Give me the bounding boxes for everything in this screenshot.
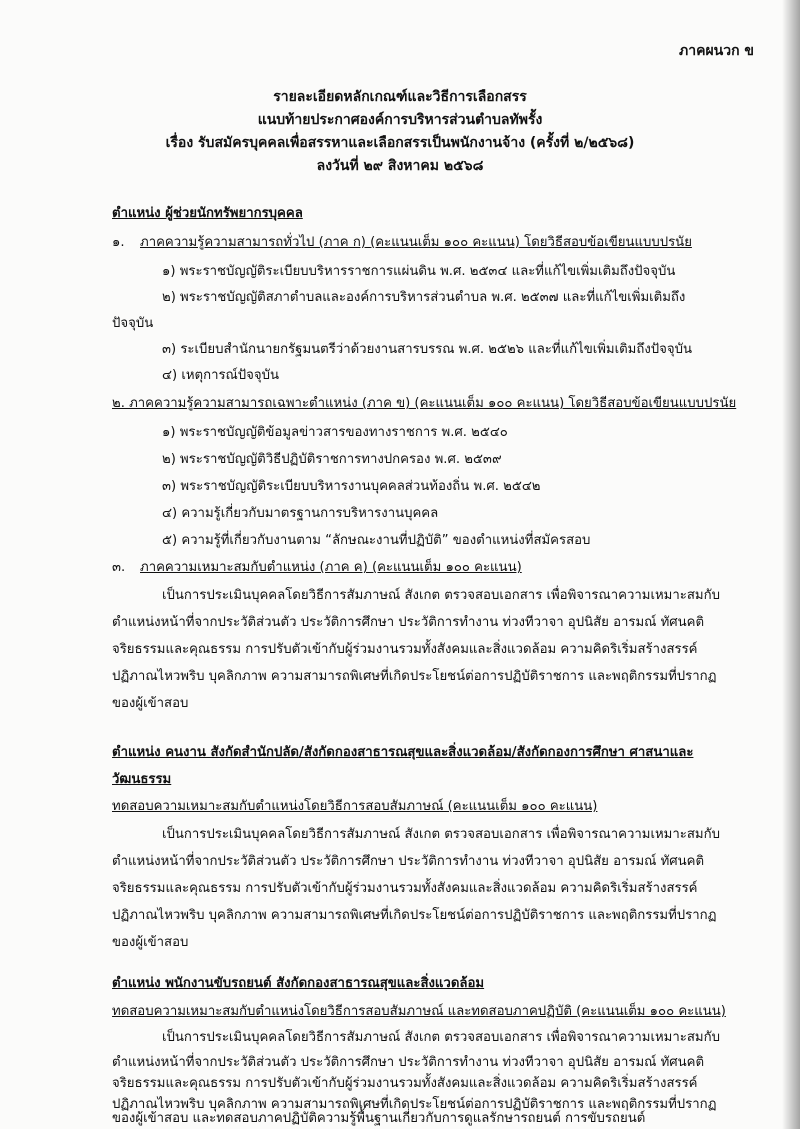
section1-part3-title: ภาคความเหมาะสมกับตำแหน่ง (ภาค ค) (คะแนนเต็ม ๑๐๐ คะแนน) <box>140 560 522 575</box>
section2-paragraph-line: ของผู้เข้าสอบ <box>112 935 189 950</box>
section3-paragraph-line: ของผู้เข้าสอบ และทดสอบภาคปฏิบัติความรู้พื้นฐานเกี่ยวกับการดูแลรักษารถยนต์ การขับรถยนต์ <box>112 1111 646 1126</box>
scan-edge-shadow <box>782 0 800 1129</box>
section1-part3-number: ๓. <box>112 560 126 575</box>
section1-part1-item: ๑) พระราชบัญญัติระเบียบบริหารราชการแผ่นดิน พ.ศ. ๒๕๓๔ และที่แก้ไขเพิ่มเติมถึงปัจจุบัน <box>162 264 676 279</box>
section1-part3-paragraph-line: ปฏิภาณไหวพริบ บุคลิกภาพ ความสามารถพิเศษที่เกิดประโยชน์ต่อการปฏิบัติราชการ และพฤติกรรมที่ปรากฏ <box>112 669 717 684</box>
section1-part1-item-continuation: ปัจจุบัน <box>112 316 154 331</box>
section1-part1-number: ๑. <box>112 235 125 250</box>
section3-paragraph-line: เป็นการประเมินบุคคลโดยวิธีการสัมภาษณ์ สังเกต ตรวจสอบเอกสาร เพื่อพิจารณาความเหมาะสมกับ <box>162 1030 720 1045</box>
section1-part2-item: ๕) ความรู้ที่เกี่ยวกับงานตาม “ลักษณะงานที่ปฏิบัติ” ของตำแหน่งที่สมัครสอบ <box>162 533 591 548</box>
section1-part2-item: ๓) พระราชบัญญัติระเบียบบริหารงานบุคคลส่วนท้องถิ่น พ.ศ. ๒๕๔๒ <box>162 479 541 494</box>
section1-part1-item: ๒) พระราชบัญญัติสภาตำบลและองค์การบริหารส่วนตำบล พ.ศ. ๒๕๓๗ และที่แก้ไขเพิ่มเติมถึง <box>162 290 686 305</box>
section1-part2-title: ๒. ภาคความรู้ความสามารถเฉพาะตำแหน่ง (ภาค ข) (คะแนนเต็ม ๑๐๐ คะแนน) โดยวิธีสอบข้อเขียนแบบปรนัย <box>112 396 737 411</box>
document-header <box>60 86 740 178</box>
section3-test-title: ทดสอบความเหมาะสมกับตำแหน่งโดยวิธีการสอบสัมภาษณ์ และทดสอบภาคปฏิบัติ (คะแนนเต็ม ๑๐๐ คะแนน) <box>112 1004 726 1019</box>
section1-part1-item: ๔) เหตุการณ์ปัจจุบัน <box>162 368 280 383</box>
section2-test-title: ทดสอบความเหมาะสมกับตำแหน่งโดยวิธีการสอบสัมภาษณ์ (คะแนนเต็ม ๑๐๐ คะแนน) <box>112 799 598 814</box>
section3-paragraph-line: ปฏิภาณไหวพริบ บุคลิกภาพ ความสามารถพิเศษที่เกิดประโยชน์ต่อการปฏิบัติราชการ และพฤติกรรมที่ปรากฏ <box>112 1097 717 1112</box>
section2-paragraph-line: เป็นการประเมินบุคคลโดยวิธีการสัมภาษณ์ สังเกต ตรวจสอบเอกสาร เพื่อพิจารณาความเหมาะสมกับ <box>162 827 720 842</box>
section2-paragraph-line: จริยธรรมและคุณธรรม การปรับตัวเข้ากับผู้ร่วมงานรวมทั้งสังคมและสิ่งแวดล้อม ความคิดริเริ่มสร้างสรรค์ <box>112 881 698 896</box>
section1-part3-paragraph-line: จริยธรรมและคุณธรรม การปรับตัวเข้ากับผู้ร่วมงานรวมทั้งสังคมและสิ่งแวดล้อม ความคิดริเริ่มสร้างสรรค์ <box>112 642 698 657</box>
section1-part1-title: ภาคความรู้ความสามารถทั่วไป (ภาค ก) (คะแนนเต็ม ๑๐๐ คะแนน) โดยวิธีสอบข้อเขียนแบบปรนัย <box>140 235 692 250</box>
section3-paragraph-line: ตำแหน่งหน้าที่จากประวัติส่วนตัว ประวัติการศึกษา ประวัติการทำงาน ท่วงทีวาจา อุปนิสัย อารมณ์ ทัศนคติ <box>112 1055 705 1070</box>
appendix-label: ภาคผนวก ข <box>678 43 754 59</box>
header-line-4: ลงวันที่ ๒๙ สิงหาคม ๒๕๖๘ <box>316 158 484 174</box>
section2-position-title: ตำแหน่ง คนงาน สังกัดสำนักปลัด/สังกัดกองสาธารณสุขและสิ่งแวดล้อม/สังกัดกองการศึกษา ศาสนาและ <box>112 745 694 760</box>
section2-paragraph-line: ตำแหน่งหน้าที่จากประวัติส่วนตัว ประวัติการศึกษา ประวัติการทำงาน ท่วงทีวาจา อุปนิสัย อารมณ์ ทัศนคติ <box>112 854 705 869</box>
section3-position-title: ตำแหน่ง พนักงานขับรถยนต์ สังกัดกองสาธารณสุขและสิ่งแวดล้อม <box>112 976 485 991</box>
section1-part2-item: ๒) พระราชบัญญัติวิธีปฏิบัติราชการทางปกครอง พ.ศ. ๒๕๓๙ <box>162 452 502 467</box>
header-line-3: เรื่อง รับสมัครบุคคลเพื่อสรรหาและเลือกสรรเป็นพนักงานจ้าง (ครั้งที่ ๒/๒๕๖๘) <box>165 135 635 151</box>
section1-part3-paragraph-line: ตำแหน่งหน้าที่จากประวัติส่วนตัว ประวัติการศึกษา ประวัติการทำงาน ท่วงทีวาจา อุปนิสัย อารมณ์ ทัศนคติ <box>112 615 705 630</box>
section1-position-title: ตำแหน่ง ผู้ช่วยนักทรัพยากรบุคคล <box>112 206 303 221</box>
section3-paragraph-line: จริยธรรมและคุณธรรม การปรับตัวเข้ากับผู้ร่วมงานรวมทั้งสังคมและสิ่งแวดล้อม ความคิดริเริ่มสร้างสรรค์ <box>112 1076 698 1091</box>
header-line-1: รายละเอียดหลักเกณฑ์และวิธีการเลือกสรร <box>273 89 527 105</box>
section1-part1-item: ๓) ระเบียบสำนักนายกรัฐมนตรีว่าด้วยงานสารบรรณ พ.ศ. ๒๕๒๖ และที่แก้ไขเพิ่มเติมถึงปัจจุบัน <box>162 342 693 357</box>
section1-part2-item: ๑) พระราชบัญญัติข้อมูลข่าวสารของทางราชการ พ.ศ. ๒๕๔๐ <box>162 425 508 440</box>
section2-paragraph-line: ปฏิภาณไหวพริบ บุคลิกภาพ ความสามารถพิเศษที่เกิดประโยชน์ต่อการปฏิบัติราชการ และพฤติกรรมที่ปรากฏ <box>112 908 717 923</box>
section1-part2-item: ๔) ความรู้เกี่ยวกับมาตรฐานการบริหารงานบุคคล <box>162 506 439 521</box>
section1-part3-paragraph-line: เป็นการประเมินบุคคลโดยวิธีการสัมภาษณ์ สังเกต ตรวจสอบเอกสาร เพื่อพิจารณาความเหมาะสมกับ <box>162 588 720 603</box>
section1-part3-paragraph-line: ของผู้เข้าสอบ <box>112 696 189 711</box>
section2-position-title-continuation: วัฒนธรรม <box>112 772 172 787</box>
header-line-2: แนบท้ายประกาศองค์การบริหารส่วนตำบลทัพรั้ง <box>257 112 543 128</box>
